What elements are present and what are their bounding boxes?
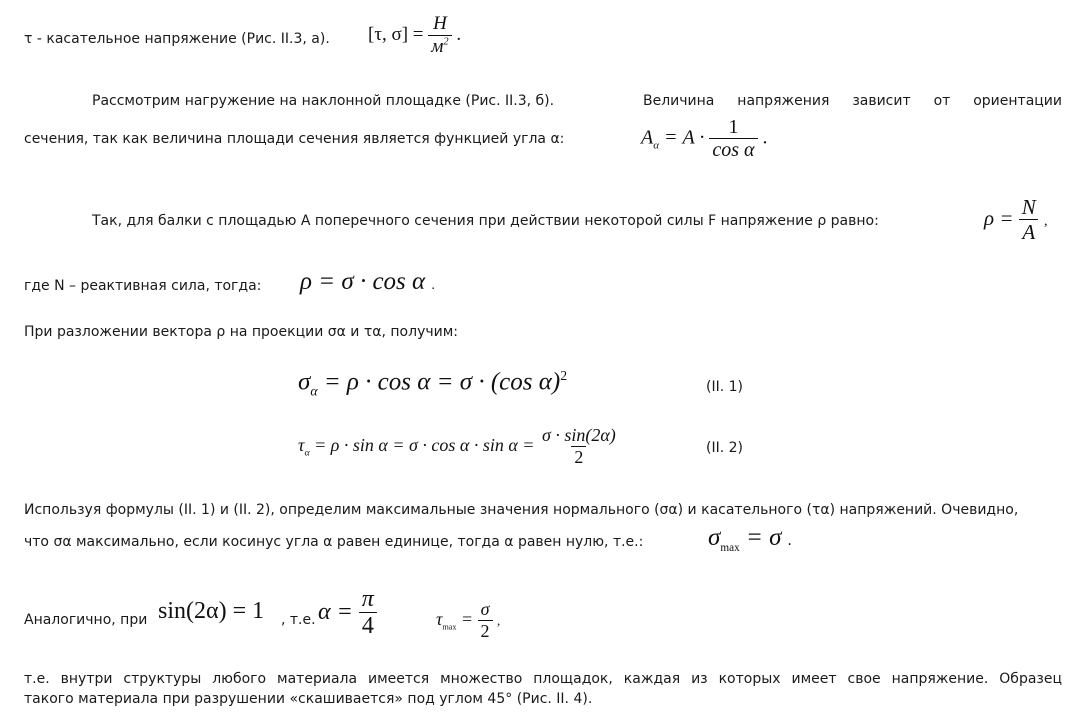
word: ориентации xyxy=(973,93,1062,109)
inclined-area-text: Рассмотрим нагружение на наклонной площадке (Рис. II.3, б). xyxy=(92,93,555,109)
units-denominator xyxy=(428,35,451,58)
beam-stress-text: Так, для балки с площадью A поперечного сечения при действии некоторой силы F напряжение ρ равно: xyxy=(92,213,879,229)
rho-tail: , xyxy=(1044,213,1048,229)
projection-text: При разложении вектора ρ на проекции σα и τα, получим: xyxy=(24,324,458,340)
units-tail: . xyxy=(456,24,462,46)
sigma-max-formula xyxy=(708,524,792,554)
sigma-max-sub: max xyxy=(720,542,740,554)
units-formula xyxy=(368,14,461,58)
tau-max-sub: max xyxy=(442,622,457,632)
tau-max-formula xyxy=(436,600,500,641)
rho-cos-expression: ρ = σ · cos α xyxy=(300,268,426,295)
units-den-sup: 2 xyxy=(443,36,449,48)
word: напряжения xyxy=(737,93,830,109)
eq1-lhs-sub: α xyxy=(310,383,318,399)
eq1-sup: 2 xyxy=(560,368,568,383)
rho-lhs: ρ = xyxy=(984,205,1014,230)
area-lhs-sub: α xyxy=(653,139,659,152)
sigma-max-lhs: σ xyxy=(708,524,721,551)
eq1-rhs: = ρ · cos α = σ · (cos α) xyxy=(323,368,561,396)
units-fraction xyxy=(428,14,451,58)
tau-max-fraction xyxy=(478,600,493,641)
area-fraction xyxy=(709,116,757,162)
eq2-lhs-sub: α xyxy=(304,447,310,459)
max-values-text-line1: Используя формулы (II. 1) и (II. 2), определим максимальные значения нормального (σα) и касательного (τα) напряжений. Очевидно, xyxy=(24,502,1019,518)
sigma-max-rhs: = σ xyxy=(745,524,782,551)
reaction-force-text: где N – реактивная сила, тогда: xyxy=(24,278,262,294)
units-numerator: Н xyxy=(433,13,447,34)
alpha-lhs: α = xyxy=(318,599,353,625)
rho-fraction xyxy=(1019,196,1039,244)
i-e-text: , т.е. xyxy=(281,612,316,628)
area-numerator: 1 xyxy=(728,116,739,138)
alpha-formula xyxy=(318,586,377,641)
stress-orientation-text xyxy=(643,92,1062,110)
eq2-rhs: = ρ · sin α = σ · cos α · sin α = xyxy=(314,434,535,455)
area-formula xyxy=(641,116,768,162)
sin-condition-formula: sin(2α) = 1 xyxy=(158,598,265,624)
section-angle-text: сечения, так как величина площади сечения является функцией угла α: xyxy=(24,131,565,147)
rho-denominator: A xyxy=(1019,219,1038,244)
area-tail: . xyxy=(762,126,768,149)
eq2-numerator: σ · sin(2α) xyxy=(541,425,616,445)
equation-II-1-label: (II. 1) xyxy=(706,379,743,395)
equation-II-2 xyxy=(298,426,619,467)
alpha-fraction xyxy=(359,586,377,641)
equation-II-1 xyxy=(298,368,567,399)
word: зависит xyxy=(852,93,911,109)
tau-max-tail: , xyxy=(497,612,501,628)
units-den-base: м xyxy=(431,35,444,57)
rho-numerator: N xyxy=(1021,195,1036,219)
tau-max-mid: = xyxy=(460,608,474,629)
area-mid: = A · xyxy=(664,126,705,149)
rho-formula xyxy=(984,196,1048,244)
area-denominator: cos α xyxy=(709,138,757,162)
eq2-fraction xyxy=(539,426,619,467)
eq2-lhs: τ xyxy=(298,434,305,455)
max-values-text-line2: что σα максимально, если косинус угла α равен единице, тогда α равен нулю, т.е.: xyxy=(24,534,644,550)
tau-definition-text: τ - касательное напряжение (Рис. II.3, а). xyxy=(24,31,330,47)
conclusion-text-line2: такого материала при разрушении «скашивается» под углом 45° (Рис. II. 4). xyxy=(24,691,593,707)
tau-max-denominator: 2 xyxy=(478,620,493,642)
units-lhs: [τ, σ] = xyxy=(368,24,424,46)
alpha-numerator: π xyxy=(361,586,374,612)
word: от xyxy=(933,93,951,109)
rho-cos-tail: . xyxy=(431,278,435,293)
analogously-text: Аналогично, при xyxy=(24,612,148,628)
tau-max-lhs: τ xyxy=(436,608,443,629)
tau-max-numerator: σ xyxy=(480,599,490,619)
conclusion-text-line1: т.е. внутри структуры любого материала имеется множество площадок, каждая из которых имеет свое напряжение. Образец xyxy=(24,671,1062,687)
equation-II-2-label: (II. 2) xyxy=(706,440,743,456)
alpha-denominator: 4 xyxy=(359,612,377,641)
area-lhs: A xyxy=(641,126,654,149)
eq1-lhs: σ xyxy=(298,368,311,396)
rho-cos-formula xyxy=(300,268,435,296)
eq2-denominator: 2 xyxy=(571,446,586,468)
word: Величина xyxy=(643,93,715,109)
sigma-max-tail: . xyxy=(787,532,792,549)
